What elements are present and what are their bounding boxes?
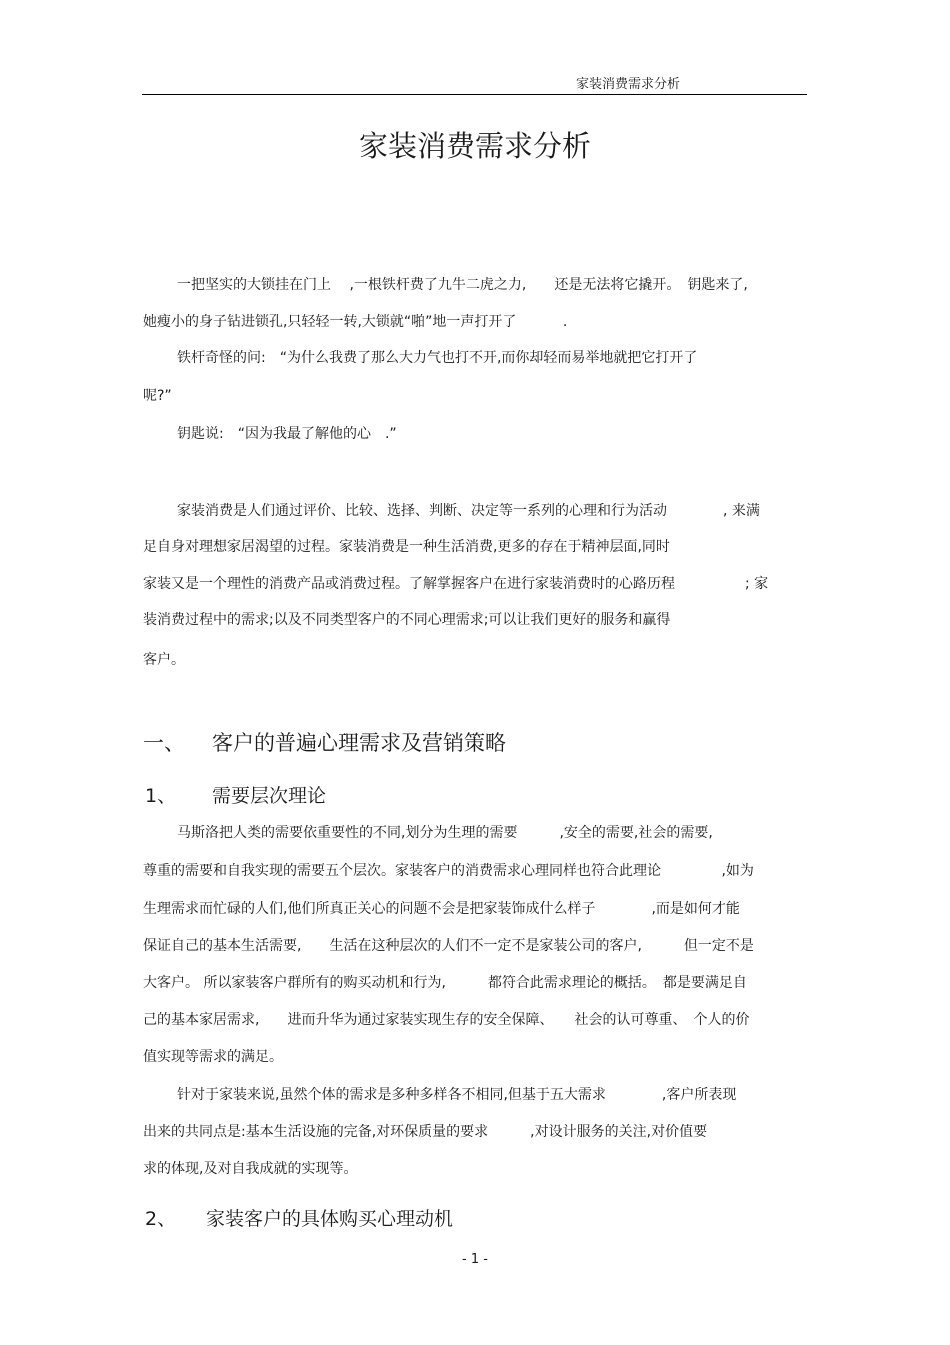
running-header: 家装消费需求分析 [576,77,681,92]
text-line: 值实现等需求的满足。 [143,1049,283,1065]
section-1-heading: 客户的普遍心理需求及营销策略 [212,731,506,755]
text-line: 家装消费是人们通过评价、比较、选择、判断、决定等一系列的心理和行为活动 , 来满 [177,503,760,519]
text-line: 装消费过程中的需求;以及不同类型客户的不同心理需求;可以让我们更好的服务和赢得 [143,612,671,628]
text-line: 求的体现,及对自我成就的实现等。 [143,1161,358,1177]
text-line: 生理需求而忙碌的人们,他们所真正关心的问题不会是把家装饰成什么样子 ,而是如何才能 [143,901,740,917]
text-line: 出来的共同点是:基本生活设施的完备,对环保质量的要求 ,对设计服务的关注,对价值要 [143,1124,708,1140]
text-line: 保证自己的基本生活需要, 生活在这种层次的人们不一定不是家装公司的客户, 但一定不是 [143,938,754,954]
section-1-number: 一、 [143,731,185,755]
text-line: 呢?” [143,388,172,404]
text-line: 大客户。 所以家装客户群所有的购买动机和行为, 都符合此需求理论的概括。 都是要满足自 [143,975,747,991]
text-line: 尊重的需要和自我实现的需要五个层次。家装客户的消费需求心理同样也符合此理论 ,如为 [143,863,754,879]
subsection-1-heading: 需要层次理论 [212,785,327,807]
text-line: 足自身对理想家居渴望的过程。家装消费是一种生活消费,更多的存在于精神层面,同时 [143,539,670,555]
subsection-2-number: 2、 [145,1208,177,1230]
text-line: 客户。 [143,652,185,668]
text-line: 她瘦小的身子钻进锁孔,只轻轻一转,大锁就“啪”地一声打开了 . [143,314,568,330]
text-line: 针对于家装来说,虽然个体的需求是多种多样各不相同,但基于五大需求 ,客户所表现 [177,1087,737,1103]
header-rule [142,94,807,95]
subsection-1-number: 1、 [145,785,177,807]
text-line: 马斯洛把人类的需要依重要性的不同,划分为生理的需要 ,安全的需要,社会的需要, [177,825,713,841]
text-line: 钥匙说: “因为我最了解他的心 .” [177,426,397,442]
document-title: 家装消费需求分析 [358,129,591,163]
text-line: 一把坚实的大锁挂在门上 ,一根铁杆费了九牛二虎之力, 还是无法将它撬开。 钥匙来了, [177,277,748,293]
text-line: 家装又是一个理性的消费产品或消费过程。了解掌握客户在进行家装消费时的心路历程 ; 家 [143,576,769,592]
page-number: - 1 - [462,1252,488,1267]
subsection-2-heading: 家装客户的具体购买心理动机 [206,1208,454,1230]
text-line: 己的基本家居需求, 进而升华为通过家装实现生存的安全保障、 社会的认可尊重、 个人的价 [143,1012,750,1028]
text-line: 铁杆奇怪的问: “为什么我费了那么大力气也打不开,而你却轻而易举地就把它打开了 [177,350,698,366]
